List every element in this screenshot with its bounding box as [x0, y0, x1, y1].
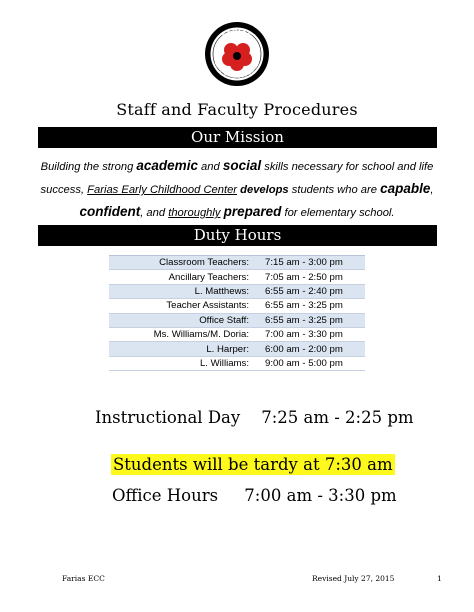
footer-revision-date: Revised July 27, 2015	[312, 574, 395, 583]
role-cell: L. Williams:	[109, 356, 265, 370]
time-cell: 6:55 am - 3:25 pm	[265, 299, 365, 313]
role-cell: L. Harper:	[109, 342, 265, 356]
time-cell: 7:05 am - 2:50 pm	[265, 270, 365, 284]
table-row	[109, 284, 365, 298]
svg-text:Early Childhood Center: Early Childhood Center	[212, 60, 262, 81]
table-row	[109, 327, 365, 341]
duty-hours-table	[109, 255, 365, 371]
table-row	[109, 299, 365, 313]
mission-statement	[30, 155, 444, 224]
time-cell: 7:15 am - 3:00 pm	[265, 256, 365, 270]
time-cell: 6:55 am - 2:40 pm	[265, 284, 365, 298]
table-row	[109, 313, 365, 327]
duty-hours-heading: Duty Hours	[38, 225, 437, 246]
role-cell: Classroom Teachers:	[109, 256, 265, 270]
mission-line-1: Building the strong academic and social skills necessary for school and life	[40, 158, 434, 173]
mission-line-3: confident, and thoroughly prepared for elementary school.	[79, 204, 395, 219]
role-cell: Ms. Williams/M. Doria:	[109, 327, 265, 341]
table-row	[109, 356, 365, 370]
page-title: Staff and Faculty Procedures	[116, 100, 358, 119]
mission-heading: Our Mission	[38, 127, 437, 148]
table-row	[109, 256, 365, 270]
svg-text:FARIAS: FARIAS	[220, 27, 254, 41]
time-cell: 7:00 am - 3:30 pm	[265, 327, 365, 341]
role-cell: Office Staff:	[109, 313, 265, 327]
role-cell: Ancillary Teachers:	[109, 270, 265, 284]
time-cell: 6:00 am - 2:00 pm	[265, 342, 365, 356]
office-hours: Office Hours 7:00 am - 3:30 pm	[112, 486, 397, 505]
footer-school-name: Farias ECC	[62, 574, 105, 583]
time-cell: 6:55 am - 3:25 pm	[265, 313, 365, 327]
page-number: 1	[437, 574, 442, 583]
table-row	[109, 270, 365, 284]
role-cell: L. Matthews:	[109, 284, 265, 298]
school-logo	[204, 21, 270, 87]
tardy-notice: Students will be tardy at 7:30 am	[113, 455, 393, 474]
time-cell: 9:00 am - 5:00 pm	[265, 356, 365, 370]
instructional-day: Instructional Day 7:25 am - 2:25 pm	[95, 408, 414, 427]
role-cell: Teacher Assistants:	[109, 299, 265, 313]
mission-line-2: success, Farias Early Childhood Center develops students who are capable,	[40, 181, 434, 196]
table-row	[109, 342, 365, 356]
